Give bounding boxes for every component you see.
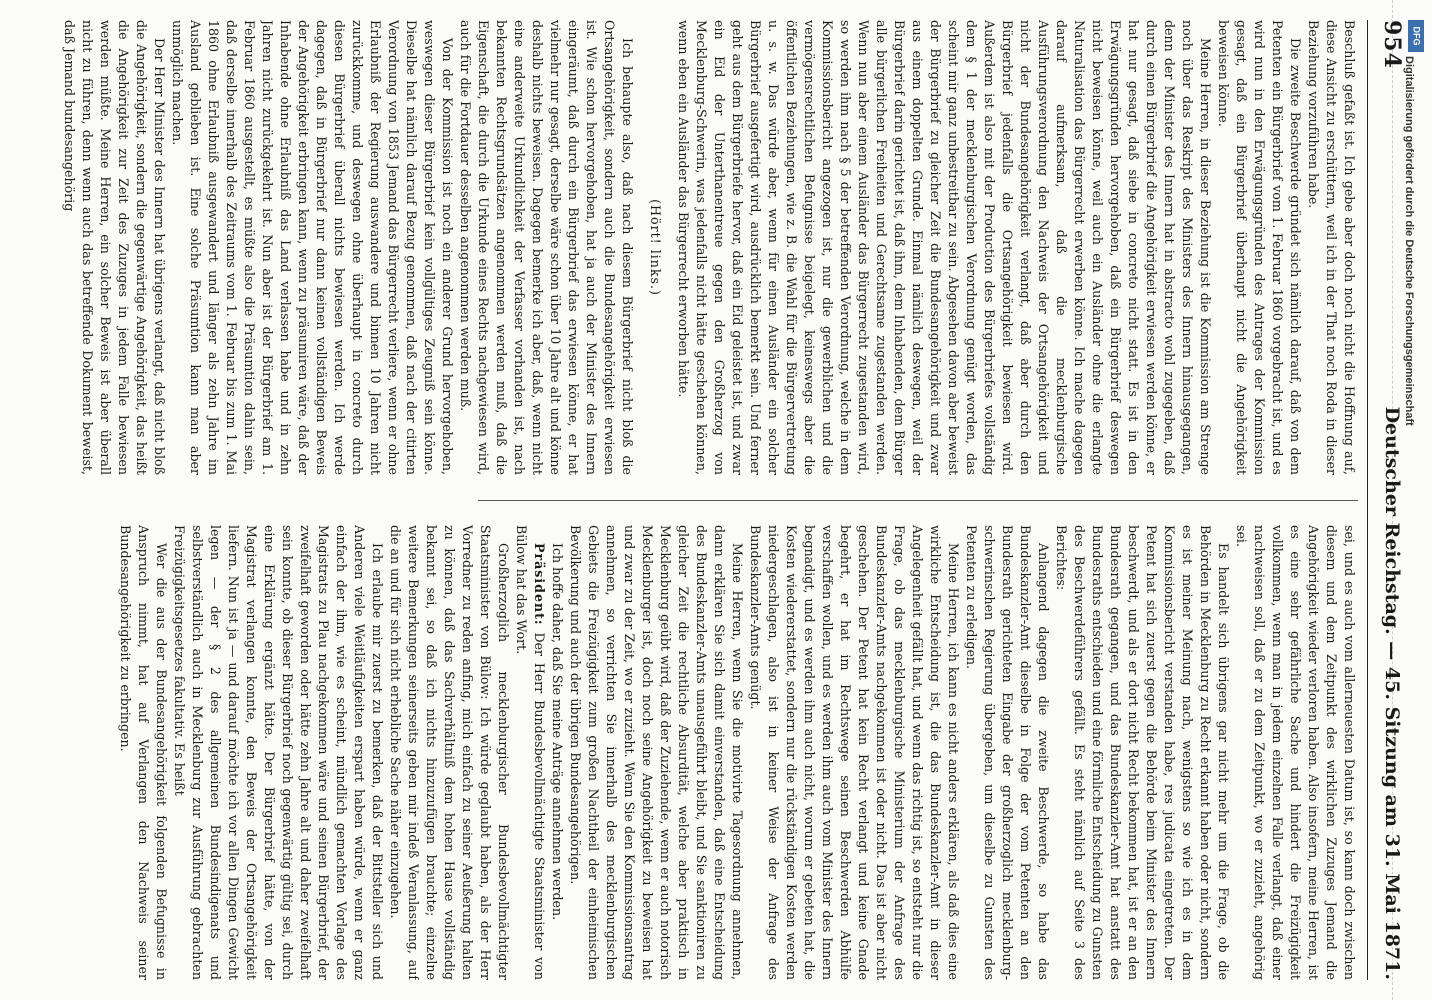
dfg-logo: DFG xyxy=(1408,20,1424,52)
left-column xyxy=(28,20,1358,475)
right-column xyxy=(28,525,1358,980)
paragraph: Meine Herren, ich kann es nicht anders erklären, als daß dies eine wirkliche Entscheidung ist, die das Bundeskanzler-Amt in dieser Angelegenheit gefällt hat, und wenn das richtig ist, so entsteht nur die Frage, ob das mecklenburgische Ministerium der Anfrage des Bundeskanzler-Amts nachgekommen ist oder nicht. Das ist aber nicht geschehen. Der Petent hat kein Recht verlangt und keine Gnade begehrt, er hat im Rechtswege seinen Beschwerden Abhülfe verschaffen wollen, und es werden ihm auch vom Minister des Innern begnadigt, und es werden ihm auch nicht, worum er gebeten hat, die Kosten wiedererstattet, sondern nur die rückständigen Kosten werden niedergeschlagen, also ist in keiner Weise der Anfrage des Bundeskanzler-Amts genügt. xyxy=(748,525,961,980)
stage-direction: (Hört! links.) xyxy=(648,199,663,296)
paragraph: Meine Herren, wenn Sie die motivirte Tagesordnung annehmen, dann erklären Sie sich damit einverstanden, daß eine Entscheidung des Bundeskanzler-Amts unausgeführt bleibt, und Sie sanktioniren zu gleicher Zeit die rechtliche Absurdität, welche aber praktisch in Mecklenburg geübt wird, daß der Zuziehende, wenn er auch notorisch Mecklenburger ist, doch noch seine Angehörigkeit zu beweisen hat und zwar zu der Zeit, wo er zuzieht. Wenn Sie den Kommissionsantrag annehmen, so verrichten Sie innerhalb des mecklenburgischen Gebiets die Freizügigkeit zum großen Nachtheil der einheimischen Bevölkerung und auch der übrigen Bundesangehörigen. xyxy=(568,525,745,980)
speaker-label: Präsident: xyxy=(532,543,547,626)
paragraph: Beschluß gefaßt ist. Ich gebe aber doch noch nicht die Hoffnung auf, diese Ansicht zu erschüttern, weil ich in der That noch Roda in dieser Beziehung vorzuführen habe. xyxy=(1306,20,1357,475)
speaker-text: Der Herr Bundesbevollmächtigte Staatsminister von Bülow hat das Wort. xyxy=(514,525,547,980)
paragraph: Meine Herren, in dieser Beziehung ist die Kommission am Strenge noch über das Reskript des Ministers des Innern hinausgegangen, denn der Minister des Innern hat in abstracto wohl zugegeben, daß durch einen Bürgerbrief die Angehörigkeit erwiesen werden könne, er hat nur gesagt, daß siebe in concreto nicht statt. Es ist in den Erwägungsgründen hervorgehoben, daß ein Bürgerbrief deswegen nicht beweisen könne, weil auch ein Ausländer ohne die erlangte Naturalisation das Bürgerrecht erwerben könne. Ich mache dagegen darauf aufmerksam, daß die mecklenburgische Ausführungsverordnung den Nachweis der Ortsangehörigkeit und nicht der Bundesangehörigkeit verlangt, daß aber durch den Bürgerbrief jedenfalls die Ortsangehörigkeit bewiesen wird. Außerdem ist also mit der Production des Bürgerbriefes vollständig dem § 1 der mecklenburgischen Verordnung genügt worden, das scheint mir ganz unbestreitbar zu sein. Abgesehen davon aber beweist der Bürgerbrief zu gleicher Zeit die Bundesangehörigkeit und zwar aus einem doppelten Grunde. Einmal nämlich deswegen, weil der Bürgerbrief darin gerichtet ist, daß ihm, dem Inhabenden, dem Bürger alle bürgerlichen Freiheiten und Gerechtsame zugestanden werden. Wenn nun aber einem Ausländer das Bürgerrecht zugestanden wird, so werden ihm nach § 5 der betreffenden Verordnung, welche in dem Kommissionsbericht angezogen ist, nur die gewerblichen und die vermögensrechtlichen Befugnisse beigelegt, keineswegs aber die öffentlichen Beziehungen, wie z. B. die Wahl für die Bürgervertretung u. s. w. Das würde aber, wenn für einen Ausländer ein solcher Bürgerbrief ausgefertigt wird, ausdrücklich bemerkt sein. Und ferner geht aus dem Bürgerbriefe hervor, daß ein Eid geleistet ist, und zwar ein Eid der Unterthanentreue gegen den Großherzog von Mecklenburg-Schwerin, was jedenfalls nicht hätte geschehen können, wenn eben ein Ausländer das Bürgerrecht erworben hätte. xyxy=(676,20,1213,475)
paragraph: Ich behaupte also, daß nach diesem Bürgerbrief nicht bloß die Ortsangehörigkeit, sondern auch die Bundesangehörigkeit erwiesen ist. Wie schon hervorgehoben, hat ja auch der Minister des Innern eingeräumt, daß durch ein Bürgerbrief das erwiesen könne, er hat vielmehr nur gesagt, derselbe wäre schon über 10 Jahre alt und könne deshalb nichts beweisen. Dagegen bemerke ich aber, daß, wenn nicht eine anderweite Urkundlichkeit der Verfasser vorhanden ist, nach bekannten Rechtsgrundsätzen angenommen werden muß, daß die Eigenschaft, die durch die Urkunde eines Rechts nachgewiesen wird, auch für die Fortdauer desselben angenommen werden muß. xyxy=(458,20,635,475)
speaker-paragraph xyxy=(512,525,548,980)
page-number: 954 xyxy=(1379,20,1405,69)
paragraph: sei, und es auch vom allerneuesten Datum ist, so kann doch zwischen diesem und dem Zeitpunkt des wirklichen Zuzuges Jemand die Angehörigkeit wieder verloren haben. Also insofern, meine Herren, ist es eine sehr gefährliche Sache und hindert die Freizügigkeit vollkommen, wenn man in jedem einzelnen Falle verlangt, daß einer nachweisen soll, daß er zu dem Zeitpunkt, wo er zuzieht, angehörig sei. xyxy=(1234,525,1357,980)
paragraph: Von der Kommission ist noch ein anderer Grund hervorgehoben, weswegen dieser Bürgerbrief kein vollgültiges Zeugniß sein könne. Dieselbe hat nämlich darauf Bezug genommen, daß nach der citirten Verordnung von 1853 Jemand das Bürgerrecht verliere, wenn er ohne Erlaubniß der Regierung auswandere und binnen 10 Jahren nicht zurückkomme, und deswegen ohne überhaupt in concreto durch diesen Bürgerbrief überall nichts bewiesen werden. Ich werde dagegen, daß in Bürgerbrief nur dann keinen vollständigen Beweis der Angehörigkeit erbringen kann, wenn zu präsumiren wäre, daß der Inhabende ohne Erlaubniß das Land verlassen habe und in zehn Jahren nicht zurückgekehrt ist. Nun aber ist der Bürgerbrief am 1. Februar 1860 ausgestellt, es müßte also die Präsumtion dahin sein, daß derselbe innerhalb des Zeitraums vom 1. Februar bis zum 1. Mai 1860 ohne Erlaubniß ausgewandert und länger als zehn Jahre im Ausland geblieben ist. Eine solche Präsumtion kann man aber unmöglich machen. xyxy=(170,20,455,475)
column-divider xyxy=(478,500,1358,501)
paragraph: Großherzoglich mecklenburgischer Bundesbevollmächtigter Staatsminister von Bülow: Ich würde geglaubt haben, als der Herr Vorredner zu reden anfing, mich einfach zu seiner Aeußerung halten zu können, daß das Sachverhältniß dem hohen Hause vollständig bekannt sei, so daß ich nichts hinzuzufügen brauchte; einzelne weitere Bemerkungen seinerseits geben mir indeß Veranlassung, auf die an und für sich nicht erhebliche Sache näher einzugehen. xyxy=(388,525,511,980)
digitization-sidebar xyxy=(1395,20,1425,820)
paragraph: Ich hoffe daher, daß Sie meine Anträge annehmen werden. xyxy=(550,543,565,921)
paragraph: Ich erlaube mir zuerst zu bemerken, daß der Bittsteller sich und Anderen viele Weitläufigkeiten erspart haben würde, wenn er ganz einfach der ihm, wie es scheint, mündlich gemachten Vorlage des Magistrats zu Plau nachgekommen wäre und seinen Bürgerbrief, der zweifelhaft geworden oder hätte zehn Jahre alt und daher zweifelhaft sein konnte, ob dieser Bürgerbrief noch gegenwärtig gültig sei, durch eine Erklärung ergänzt hätte. Der Bürgerbrief hätte, von der Magistrat verlangen konnte, den Beweis der Ortsangehörigkeit liefern. Nun ist ja — und darauf möchte ich vor allen Dingen Gewicht legen — der § 2 des allgemeinen Bundesindigenats und selbstverständlich auch in Mecklenburg zur Ausführung gebrachten Freizügigkeitsgesetzes fakultativ. Es heißt xyxy=(172,525,385,980)
paragraph: Es handelt sich übrigens gar nicht mehr um die Frage, ob die Behörden in Mecklenburg zu Recht erkannt haben oder nicht, sondern es ist meiner Meinung nach, wenigstens so wie ich es in dem Kommissionsbericht verstanden habe, res judicata eingetreten. Der Petent hat sich zuerst gegen die Behörde beim Minister des Innern beschwerdt, und als er dort nicht Recht bekommen hat, ist er an den Bundesrath gegangen, und das Bundeskanzler-Amt hat anstatt des Bundesraths entschieden und eine förmliche Entscheidung zu Gunsten des Beschwerdeführers gefällt. Es steht nämlich auf Seite 3 des Berichtes: xyxy=(1054,525,1231,980)
quoted-paragraph: Wer die aus der Bundesangehörigkeit folgenden Befugnisse in Anspruch nimmt, hat auf Verlangen den Nachweis seiner Bundesangehörigkeit zu erbringen. xyxy=(118,525,169,980)
digitization-note: Digitalisierung gefördert durch die Deutsche Forschungsgemeinschaft xyxy=(1403,56,1415,426)
running-head: Deutscher Reichstag. — 45. Sitzung am 31. Mai 1871. xyxy=(1381,406,1403,980)
paragraph: Der Herr Minister des Innern hat übrigens verlangt, daß nicht bloß die Angehörigkeit, sondern die gegenwärtige Angehörigkeit, das heißt die Angehörigkeit zur Zeit des Zuzuges in jedem Falle bewiesen werden müßte. Meine Herren, ein solcher Beweis ist aber überall nicht zu führen, denn wenn auch das betreffende Dokument beweist, daß Jemand bundesangehörig xyxy=(62,20,167,475)
rotated-document-page xyxy=(16,20,1416,980)
quoted-paragraph: Anlangend dagegen die zweite Beschwerde, so habe das Bundeskanzler-Amt dieselbe in Folge der vom Petenten an den Bundesrath gerichteten Eingabe der großherzoglich mecklenburg-schwerinschen Regierung übergeben, um dieselbe zu Gunsten des Petenten zu erledigen. xyxy=(964,525,1051,980)
paragraph: Die zweite Beschwerde gründet sich nämlich darauf, daß von dem Petenten ein Bürgerbrief vom 1. Februar 1860 vorgebracht ist, und es wird nun in den Erwägungsgründen des Antrages der Kommission gesagt, daß ein Bürgerbrief überhaupt nicht die Angehörigkeit beweisen könne. xyxy=(1216,20,1303,475)
